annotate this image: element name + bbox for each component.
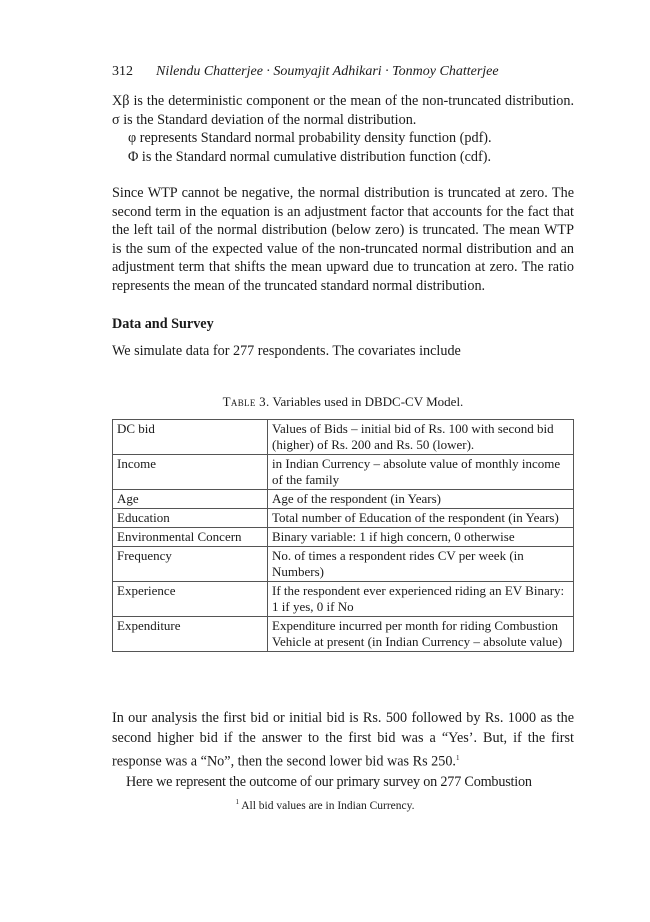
table-row bbox=[113, 582, 574, 617]
footnote-marker: 1 bbox=[235, 798, 239, 806]
paragraph-pdf: φ represents Standard normal probability density function (pdf). bbox=[128, 130, 492, 146]
footnote-text: All bid values are in Indian Currency. bbox=[241, 799, 415, 812]
variable-name: Expenditure bbox=[113, 617, 268, 652]
header-authors: Nilendu Chatterjee · Soumyajit Adhikari · Tonmoy Chatterjee bbox=[156, 64, 499, 79]
variable-description: Expenditure incurred per month for riding Combustion Vehicle at present (in Indian Currency – absolute value) bbox=[268, 617, 574, 652]
variable-description: Total number of Education of the respondent (in Years) bbox=[268, 509, 574, 528]
paragraph-wtp: Since WTP cannot be negative, the normal distribution is truncated at zero. The second term in the equation is an adjustment factor that accounts for the fact that the left tail of the normal distribution (below zero) is truncated. The mean WTP is the sum of the expected value of the non-truncated normal distribution and an adjustment term that shifts the mean upward due to truncation at zero. The ratio represents the mean of the truncated standard normal distribution. bbox=[112, 185, 574, 294]
variable-name: DC bid bbox=[113, 420, 268, 455]
table-row bbox=[113, 455, 574, 490]
variable-description: If the respondent ever experienced riding an EV Binary: 1 if yes, 0 if No bbox=[268, 582, 574, 617]
table-row bbox=[113, 528, 574, 547]
paragraph-bids bbox=[112, 708, 574, 772]
variables-table bbox=[112, 419, 574, 652]
running-header bbox=[112, 64, 499, 80]
table-row bbox=[113, 547, 574, 582]
table-row bbox=[113, 509, 574, 528]
table-caption-label: Table 3. bbox=[222, 394, 270, 409]
variable-name: Education bbox=[113, 509, 268, 528]
paragraph-bids-text: In our analysis the first bid or initial bid is Rs. 500 followed by Rs. 1000 as the second higher bid if the answer to the first bid was a “Yes’. But, if the first response was a “No”, then the second lower bid was Rs 250. bbox=[112, 710, 574, 770]
paragraph-cdf: Φ is the Standard normal cumulative distribution function (cdf). bbox=[128, 148, 492, 165]
table-caption-text: Variables used in DBDC-CV Model. bbox=[272, 394, 464, 409]
paragraph-xbeta: Xβ is the deterministic component or the mean of the non-truncated distribution. σ is the Standard deviation of the normal distribution. bbox=[112, 93, 574, 128]
variable-description: Age of the respondent (in Years) bbox=[268, 490, 574, 509]
variable-name: Environmental Concern bbox=[113, 528, 268, 547]
variable-name: Experience bbox=[113, 582, 268, 617]
variable-description: Values of Bids – initial bid of Rs. 100 with second bid (higher) of Rs. 200 and Rs. 50 (lower). bbox=[268, 420, 574, 455]
intro-text bbox=[112, 92, 574, 360]
page-number: 312 bbox=[112, 64, 133, 79]
table-caption bbox=[112, 394, 574, 410]
analysis-text bbox=[112, 708, 574, 792]
variable-description: in Indian Currency – absolute value of monthly income of the family bbox=[268, 455, 574, 490]
table-row bbox=[113, 490, 574, 509]
variable-description: Binary variable: 1 if high concern, 0 otherwise bbox=[268, 528, 574, 547]
variable-name: Age bbox=[113, 490, 268, 509]
paragraph-data: We simulate data for 277 respondents. The covariates include bbox=[112, 342, 461, 359]
footnote bbox=[0, 798, 650, 812]
table-row bbox=[113, 617, 574, 652]
footnote-ref: 1 bbox=[455, 754, 460, 762]
paragraph-survey: Here we represent the outcome of our primary survey on 277 Combustion bbox=[126, 773, 532, 790]
variable-name: Income bbox=[113, 455, 268, 490]
variable-description: No. of times a respondent rides CV per week (in Numbers) bbox=[268, 547, 574, 582]
table-row bbox=[113, 420, 574, 455]
section-heading: Data and Survey bbox=[112, 316, 214, 332]
variable-name: Frequency bbox=[113, 547, 268, 582]
